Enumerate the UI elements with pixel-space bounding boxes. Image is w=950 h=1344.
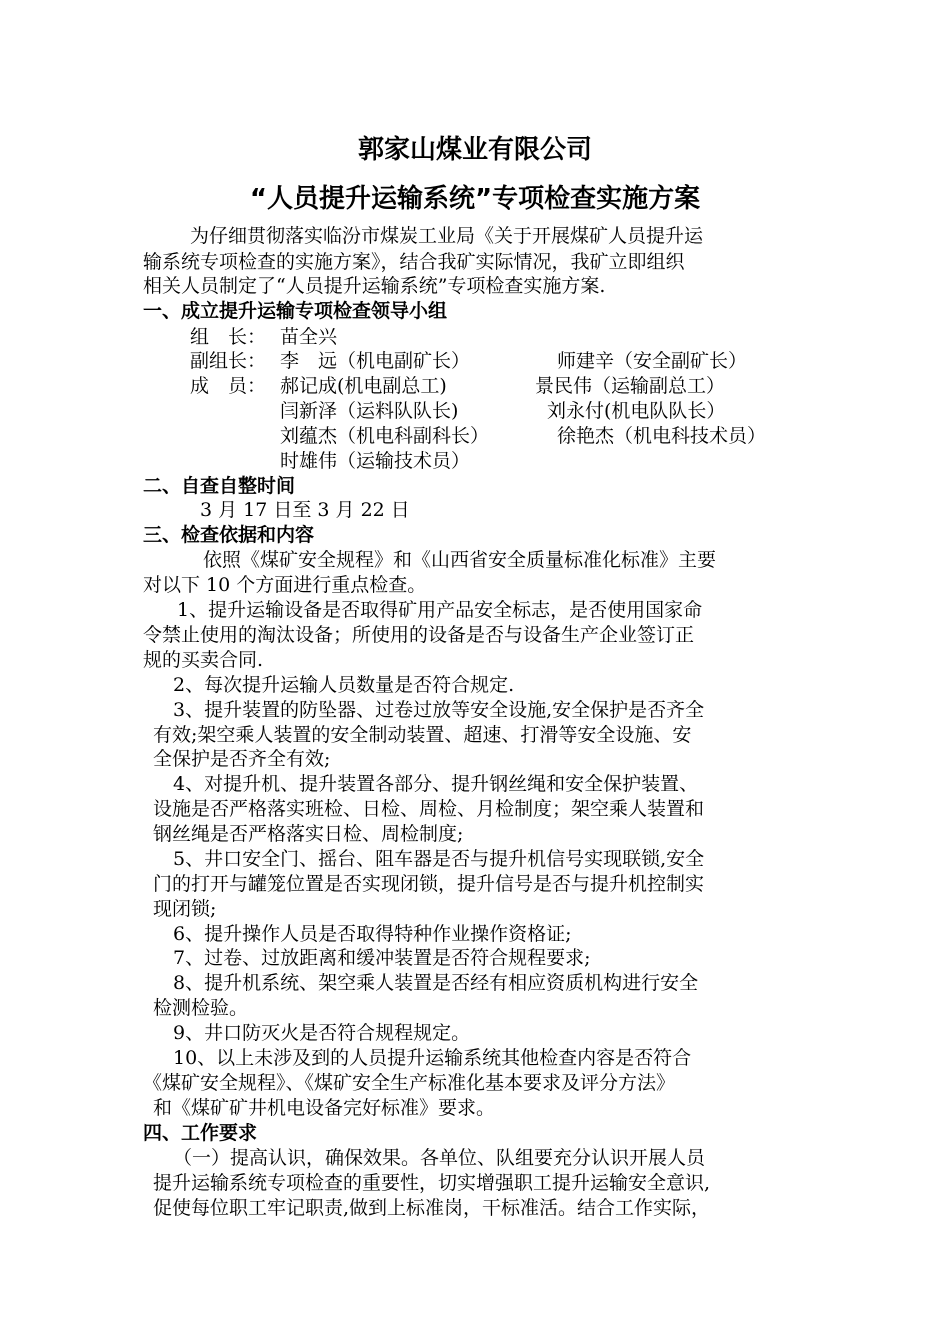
leader-label: 组 长： — [190, 326, 267, 348]
item-3-line-2: 有效;架空乘人装置的安全制动装置、超速、打滑等安全设施、安 — [153, 724, 692, 746]
item-1-line-2: 令禁止使用的淘汰设备；所使用的设备是否与设备生产企业签订正 — [143, 624, 695, 646]
member-2: 景民伟（运输副总工） — [535, 375, 726, 397]
section-4-para-1-line-1: （一）提高认识，确保效果。各单位、队组要充分认识开展人员 — [173, 1147, 706, 1169]
member-1: 郝记成(机电副总工) — [280, 375, 447, 397]
item-4-line-2: 设施是否严格落实班检、日检、周检、月检制度；架空乘人装置和 — [153, 798, 705, 820]
section-4-heading: 四、工作要求 — [143, 1122, 258, 1144]
intro-line-1: 为仔细贯彻落实临汾市煤炭工业局《关于开展煤矿人员提升运 — [190, 225, 704, 247]
member-label: 成 员： — [190, 375, 267, 397]
member-4: 刘永付(机电队队长） — [547, 400, 726, 422]
deputy-2: 师建辛（安全副矿长） — [557, 350, 748, 372]
item-5-line-3: 现闭锁; — [153, 898, 217, 920]
main-title: “人员提升运输系统”专项检查实施方案 — [249, 184, 701, 214]
item-10-line-1: 10、以上未涉及到的人员提升运输系统其他检查内容是否符合 — [173, 1047, 692, 1069]
item-4-line-1: 4、对提升机、提升装置各部分、提升钢丝绳和安全保护装置、 — [173, 773, 699, 795]
item-7: 7、过卷、过放距离和缓冲装置是否符合规程要求; — [173, 947, 591, 969]
item-8-line-2: 检测检验。 — [153, 997, 249, 1019]
section-2-content: 3 月 17 日至 3 月 22 日 — [200, 499, 410, 521]
deputy-label: 副组长： — [190, 350, 267, 372]
section-1-heading: 一、成立提升运输专项检查领导小组 — [143, 300, 448, 322]
intro-line-3: 相关人员制定了“人员提升运输系统”专项检查实施方案. — [143, 275, 606, 297]
item-10-line-2: 《煤矿安全规程》、《煤矿安全生产标准化基本要求及评分方法》 — [143, 1072, 676, 1094]
section-2-heading: 二、自查自整时间 — [143, 475, 296, 497]
item-2: 2、每次提升运输人员数量是否符合规定. — [173, 674, 515, 696]
item-6: 6、提升操作人员是否取得特种作业操作资格证; — [173, 923, 572, 945]
section-3-intro-2: 对以下 10 个方面进行重点检查。 — [143, 574, 427, 596]
item-4-line-3: 钢丝绳是否严格落实日检、周检制度; — [153, 823, 464, 845]
item-9: 9、井口防灭火是否符合规程规定。 — [173, 1022, 471, 1044]
member-5: 刘蕴杰（机电科副科长） — [280, 425, 490, 447]
section-3-heading: 三、检查依据和内容 — [143, 524, 315, 546]
member-3: 闫新泽（运料队队长) — [280, 400, 459, 422]
member-6: 徐艳杰（机电科技术员） — [557, 425, 767, 447]
section-3-intro-1: 依照《煤矿安全规程》和《山西省安全质量标准化标准》主要 — [203, 549, 717, 571]
member-7: 时雄伟（运输技术员） — [280, 450, 471, 472]
company-title: 郭家山煤业有限公司 — [357, 135, 592, 165]
item-5-line-2: 门的打开与罐笼位置是否实现闭锁，提升信号是否与提升机控制实 — [153, 873, 705, 895]
section-4-para-1-line-3: 促使每位职工牢记职责,做到上标准岗，干标准活。结合工作实际， — [153, 1197, 711, 1219]
item-1-line-3: 规的买卖合同. — [143, 649, 264, 671]
section-4-para-1-line-2: 提升运输系统专项检查的重要性，切实增强职工提升运输安全意识, — [153, 1172, 711, 1194]
intro-line-2: 输系统专项检查的实施方案》，结合我矿实际情况，我矿立即组织 — [143, 251, 685, 273]
item-3-line-1: 3、提升装置的防坠器、过卷过放等安全设施,安全保护是否齐全 — [173, 699, 705, 721]
item-1-line-1: 1、提升运输设备是否取得矿用产品安全标志，是否使用国家命 — [177, 599, 703, 621]
item-3-line-3: 全保护是否齐全有效; — [153, 748, 331, 770]
item-8-line-1: 8、提升机系统、架空乘人装置是否经有相应资质机构进行安全 — [173, 972, 699, 994]
leader-name: 苗全兴 — [280, 326, 338, 348]
item-10-line-3: 和《煤矿矿井机电设备完好标准》要求。 — [153, 1097, 496, 1119]
item-5-line-1: 5、井口安全门、摇台、阻车器是否与提升机信号实现联锁,安全 — [173, 848, 705, 870]
deputy-1: 李 远（机电副矿长） — [280, 350, 471, 372]
